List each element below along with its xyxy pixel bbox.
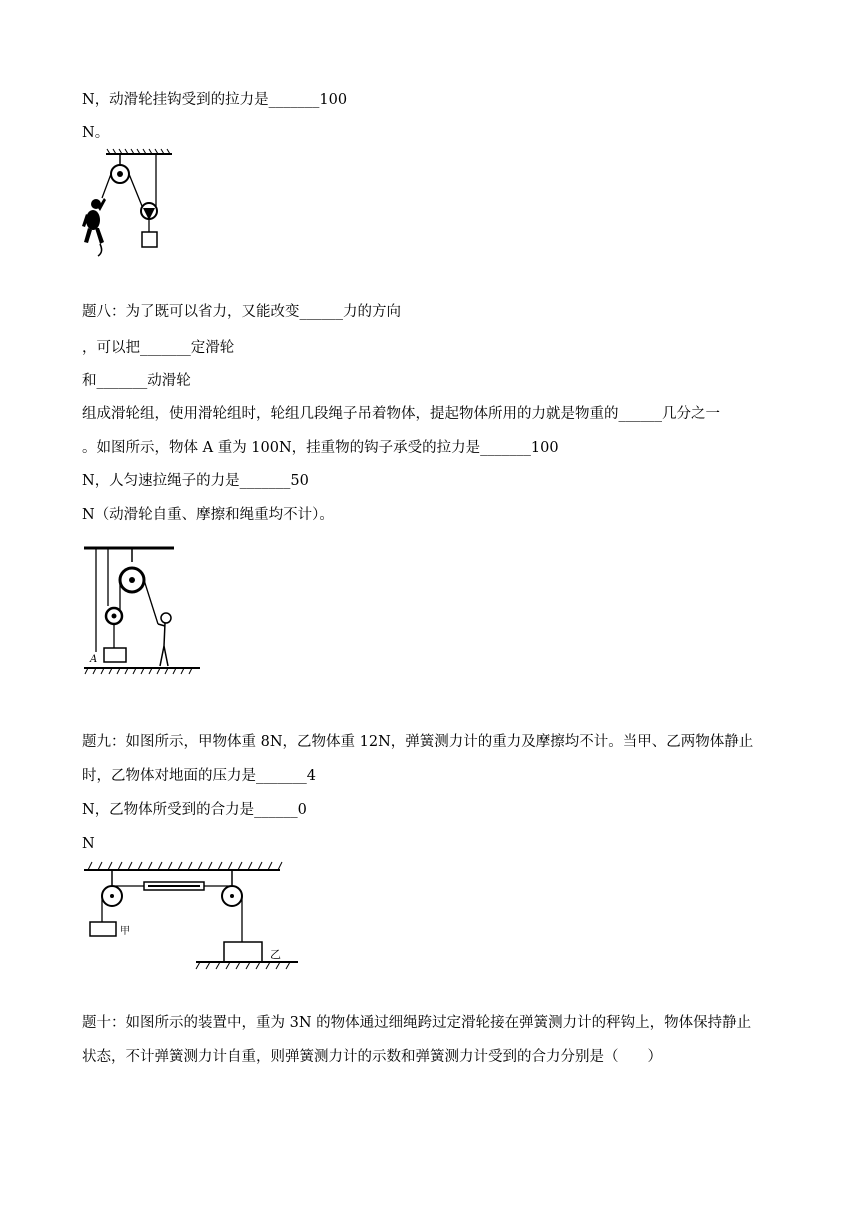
text-line: N（动滑轮自重、摩擦和绳重均不计）。 [82,507,334,523]
text-line: 。如图所示，物体 A 重为 100N，挂重物的钩子承受的拉力是_______100 [82,440,559,456]
text-line: 题八：为了既可以省力，又能改变______力的方向 [82,304,401,320]
label-yi: 乙 [270,948,281,961]
text-line: 时，乙物体对地面的压力是_______4 [82,768,316,784]
text-line: N，动滑轮挂钩受到的拉力是_______100 [82,92,348,108]
text-line: N [82,836,95,852]
text-line: 组成滑轮组，使用滑轮组时，轮组几段绳子吊着物体，提起物体所用的力就是物重的______几分之一 [82,406,720,422]
text-line: ，可以把_______定滑轮 [82,340,235,356]
label-a: A [90,654,98,665]
label-jia: 甲 [120,926,130,937]
figure-spring-scale [84,858,304,974]
text-line: 状态，不计弹簧测力计自重，则弹簧测力计的示数和弹簧测力计受到的合力分别是（ ） [82,1049,662,1065]
text-line: 和_______动滑轮 [82,373,191,389]
text-line: N，乙物体所受到的合力是______0 [82,802,307,818]
text-line: N。 [82,125,110,141]
text-line: 题九：如图所示，甲物体重 8N，乙物体重 12N，弹簧测力计的重力及摩擦均不计。当甲、乙两物体静止 [82,734,754,750]
text-line: N，人匀速拉绳子的力是_______50 [82,473,309,489]
text-line: 题十：如图所示的装置中，重为 3N 的物体通过细绳跨过定滑轮接在弹簧测力计的秤钩上，物体保持静止 [82,1015,752,1031]
figure-monkey-pulley [80,148,180,264]
figure-person-pulley [84,544,204,680]
